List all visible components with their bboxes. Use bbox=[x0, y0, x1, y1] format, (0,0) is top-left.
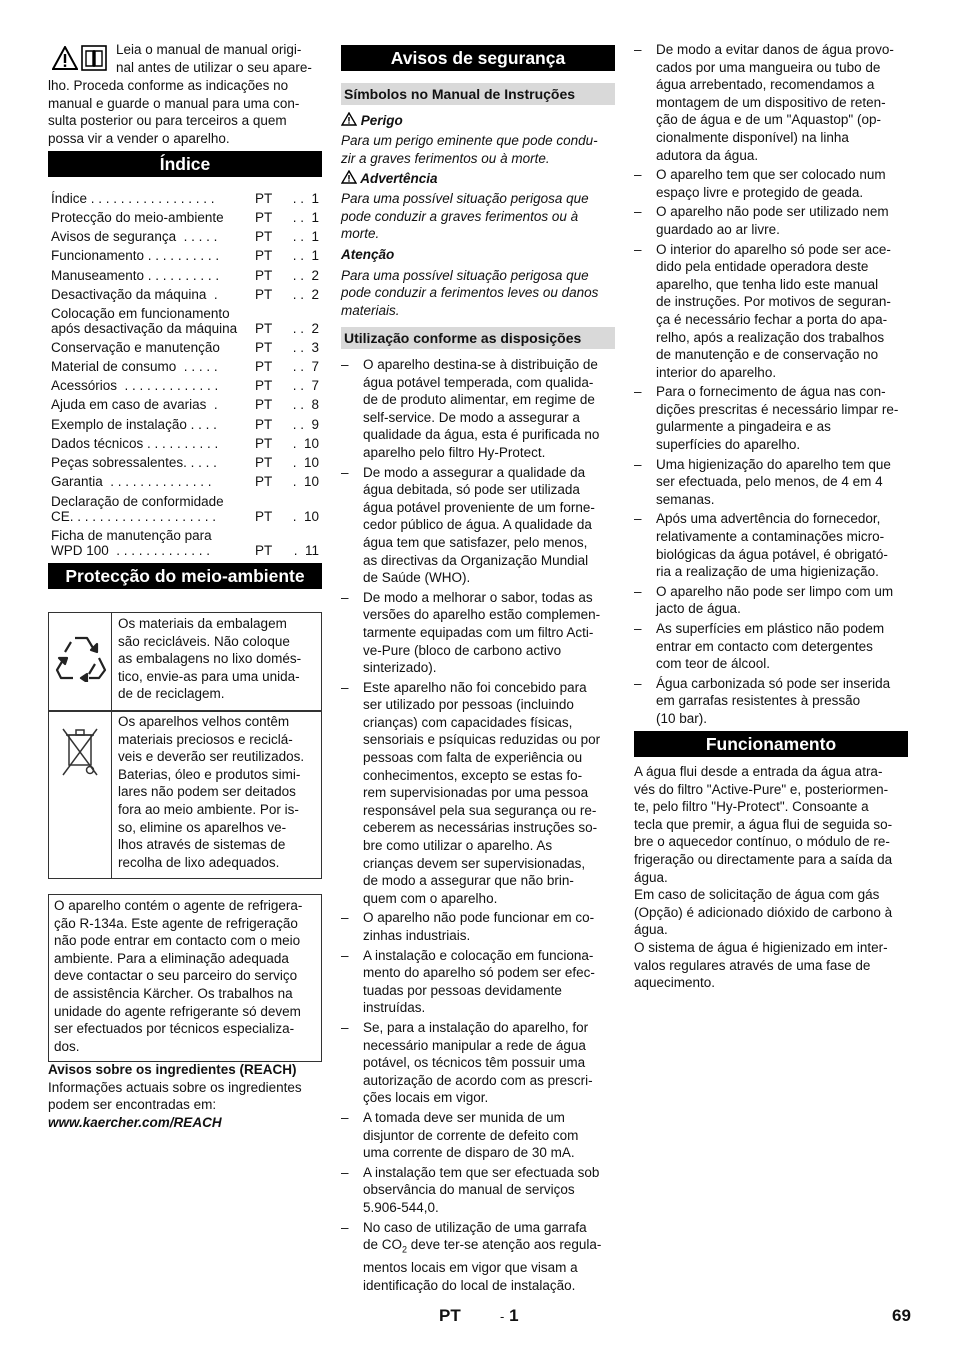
reach-text: podem ser encontradas em: bbox=[48, 1097, 217, 1113]
list-item: – Após uma advertência do fornecedor, relativamente a contaminações micro- biológicas da água potável, é obrigató- ria a realização de uma higienização. bbox=[634, 510, 908, 580]
environment-heading: Protecção do meio-ambiente bbox=[48, 563, 322, 589]
toc-row[interactable]: Colocação em funcionamento após desactivação da máquina PT . . 2 bbox=[51, 306, 319, 336]
safety-list-continued bbox=[634, 41, 908, 728]
safety-heading: Avisos de segurança bbox=[341, 45, 615, 71]
atencao-label: Atenção bbox=[341, 246, 395, 262]
perigo-row bbox=[341, 112, 615, 132]
list-item: – De modo a melhorar o sabor, todas as versões do aparelho estão complemen- tarmente equipadas com um filtro Acti- ve-Pure (bloco de carbono activo sinterizado). bbox=[341, 589, 615, 677]
intro-text-top: Leia o manual de manual origi- nal antes de utilizar o seu apare- bbox=[116, 42, 312, 75]
list-item: – A instalação e colocação em funciona- mento do aparelho só podem ser efec- tuadas por pessoas devidamente instruídas. bbox=[341, 947, 615, 1017]
refrigerant-box bbox=[48, 894, 322, 1062]
crossed-bin-icon bbox=[59, 725, 101, 779]
reach-heading: Avisos sobre os ingredientes (REACH) bbox=[48, 1062, 297, 1077]
list-item: – De modo a evitar danos de água provo- cados por uma mangueira ou tubo de água arrebentado, recomendamos a montagem de um dispositivo de reten- ção de água e de um "Aquastop" (op- cionalmente disponível) na linha adutora da água. bbox=[634, 41, 908, 164]
warning-icon bbox=[52, 46, 78, 70]
list-item: – O aparelho não pode ser limpo com um jacto de água. bbox=[634, 583, 908, 618]
list-item: – Para o fornecimento de água nas con- dições prescritas é necessário limpar re- gularmente a pingadeira e as superfícies do aparelho. bbox=[634, 383, 908, 453]
intro-text: lho. Proceda conforme as indicações no manual e guarde o manual para uma con- sulta posterior ou para terceiros a quem possa vir a vender o aparelho. bbox=[48, 78, 300, 146]
list-item: – De modo a assegurar a qualidade da água debitada, só pode ser utilizada água potável proveniente de um forne- cedor público de água. A qualidade da água tem que satisfazer, pelo menos, as directivas da Organização Mundial de Saúde (WHO). bbox=[341, 464, 615, 587]
list-item: – Se, para a instalação do aparelho, for necessário manipular a rede de água potável, os técnicos têm possuir uma autorização de acordo com as prescri- ções locais em vigor. bbox=[341, 1019, 615, 1107]
disposal-box bbox=[48, 710, 322, 879]
table-of-contents: Índice . . . . . . . . . . . . . . . . . PT . . 1 Protecção do meio-ambiente PT . . 1 Avisos de segurança . . . . . PT . . 1 Funcionamento . . . . . . . . . . PT . . 1 Manuseamento . . . . . . . . . . PT . . 2 Desactivação da máquina . PT . . 2 Colocação em funcionamento após desactivação da máquina PT . . 2 Conservação e manutenção PT . . 3 Material de consumo . . . . . PT . . 7 Acessórios . . . . . . . . . . . . . PT . . 7 Ajuda em caso de avarias . PT . . 8 Exemplo de instalação . . . . PT . . 9 Dados técnicos . . . . . . . . . . PT . 10 Peças sobressalentes. . . . . PT . 10 Garantia . . . . . . . . . . . . . . PT . 10 Declaração de conformidade CE. . . . . . . . . . . . . . . . . . . . PT . 10 Ficha de manutenção para WPD 100 . . . . . . . . . . . . . PT . 11 bbox=[48, 190, 322, 560]
operation-heading: Funcionamento bbox=[634, 731, 908, 757]
bin-icon-cell bbox=[49, 711, 112, 878]
list-item: – A instalação tem que ser efectuada sob observância do manual de serviços 5.906-544,0. bbox=[341, 1164, 615, 1217]
perigo-label: Perigo bbox=[360, 113, 403, 128]
refrigerant-text: O aparelho contém o agente de refrigera- ção R-134a. Este agente de refrigeração não pode entrar em contacto com o meio ambiente. Para a eliminação adequada deve contactar o seu parceiro do serviço de assistência Kärcher. Os trabalhos na unidade do agente refrigerante só devem ser efectuados por técnicos especializa- dos. bbox=[54, 898, 303, 1054]
index-heading: Índice bbox=[48, 151, 322, 177]
disposal-text: Os aparelhos velhos contêm materiais preciosos e reciclá- veis e deverão ser reutilizados. Baterias, óleo e produtos simi- lares não podem ser deitados fora ao meio ambiente. Por is- so, elimine os aparelhos ve- lhos através de sistemas de recolha de lixo adequados. bbox=[118, 714, 305, 870]
list-item: – As superfícies em plástico não podem entrar em contacto com detergentes com teor de álcool. bbox=[634, 620, 908, 673]
page-number: 69 bbox=[892, 1306, 911, 1325]
recycle-text: Os materiais da embalagem são recicláveis. Não coloque as embalagens no lixo domés- tico, envie-as para uma unida- de de reciclagem. bbox=[118, 616, 302, 702]
list-item: – A tomada deve ser munida de um disjuntor de corrente de defeito com uma corrente de disparo de 30 mA. bbox=[341, 1109, 615, 1162]
list-item: – O aparelho tem que ser colocado num espaço livre e protegido de geada. bbox=[634, 166, 908, 201]
use-list bbox=[341, 356, 615, 1295]
advertencia-row bbox=[341, 170, 615, 190]
toc-row[interactable]: Declaração de conformidade CE. . . . . . . . . . . . . . . . . . . . PT . 10 bbox=[51, 494, 319, 524]
recycle-icon-cell bbox=[49, 613, 112, 711]
footer-section-page: - 1 bbox=[500, 1306, 519, 1325]
symbols-heading: Símbolos no Manual de Instruções bbox=[341, 83, 615, 105]
advertencia-label: Advertência bbox=[360, 171, 438, 187]
recycle-icon bbox=[55, 630, 107, 682]
list-item: – O aparelho destina-se à distribuição de água potável temperada, com qualida- de de produto alimentar, em regime de self-service. De modo a assegurar a qualidade da água, esta é purificada no aparelho pelo filtro Hy-Protect. bbox=[341, 356, 615, 462]
list-item: – O aparelho não pode funcionar em co- zinhas industriais. bbox=[341, 909, 615, 944]
list-item: – No caso de utilização de uma garrafa de $CO_2$ deve ter-se atenção aos regula- mentos locais em vigor que visam a identificação do local de instalação. bbox=[341, 1219, 615, 1295]
list-item: – Uma higienização do aparelho tem que ser efectuada, pelo menos, de 4 em 4 semanas. bbox=[634, 456, 908, 509]
reach-link[interactable]: www.kaercher.com/REACH bbox=[48, 1114, 222, 1130]
symbols-section: Perigo Para um perigo eminente que pode condu- zir a graves ferimentos ou à morte. Advertência Para uma possível situação perigosa que pode conduzir a graves ferimentos ou à morte. Atenção Para uma possível situação perigosa que pode conduzir a ferimentos leves ou danos materiais. bbox=[341, 112, 615, 319]
warning-icon bbox=[341, 170, 357, 184]
list-item: – O interior do aparelho só pode ser ace- dido pela entidade operadora deste aparelho, que tenha lido este manual de instruções. Por motivos de seguran- ça é necessário fechar a porta do apa- relho, após a realização dos trabalhos de manutenção e de conservação no interior do aparelho. bbox=[634, 241, 908, 382]
manual-book-icon bbox=[81, 45, 107, 71]
operation-text: A água flui desde a entrada da água atra- vés do filtro "Active-Pure" e, posteriormen- te, pelo filtro "Hy-Protect". Consoante a tecla que premir, a água flui de seguida so- bre o aquecedor contínuo, o módulo de re- frigeração ou directamente para a saída da água. Em caso de solicitação de água com gás (Opção) é adicionado dióxido de carbono à água. O sistema de água é higienizado em inter- valos regulares através de uma fase de aquecimento. bbox=[634, 764, 893, 991]
warning-icon bbox=[341, 112, 357, 126]
reach-text: Informações actuais sobre os ingredientes bbox=[48, 1079, 302, 1095]
list-item: – Água carbonizada só pode ser inserida em garrafas resistentes à pressão (10 bar). bbox=[634, 675, 908, 728]
reach-section bbox=[48, 1061, 322, 1131]
list-item: – O aparelho não pode ser utilizado nem guardado ao ar livre. bbox=[634, 203, 908, 238]
list-item: – Este aparelho não foi concebido para ser utilizado por pessoas (incluindo crianças) com capacidades físicas, sensoriais e psíquicas reduzidas ou por pessoas com falta de experiência ou conhecimentos, excepto se estas fo- rem supervisionadas por uma pessoa responsável pela sua segurança ou re- ceberem as necessárias instruções so- bre como utilizar o aparelho. As crianças devem ser supervisionadas, de modo a assegurar que não brin- quem com o aparelho. bbox=[341, 679, 615, 908]
toc-row[interactable]: Ficha de manutenção para WPD 100 . . . . . . . . . . . . . PT . 11 bbox=[51, 528, 319, 558]
recycle-box bbox=[48, 612, 322, 712]
footer-language: PT bbox=[439, 1306, 461, 1325]
use-heading: Utilização conforme as disposições bbox=[341, 327, 615, 349]
